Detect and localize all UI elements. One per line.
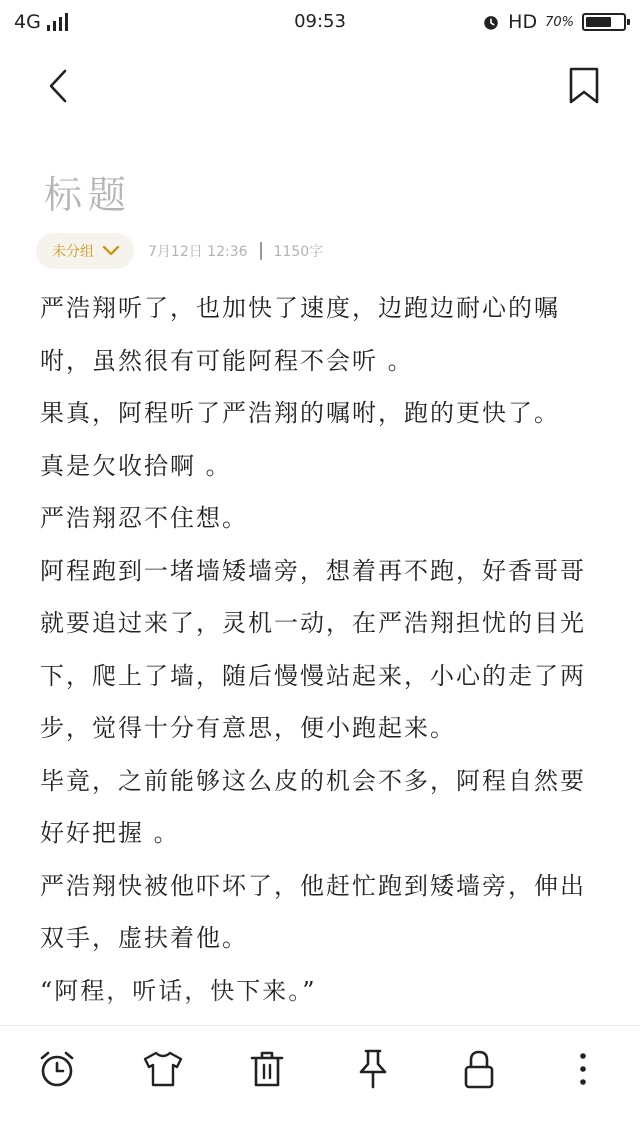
trash-icon bbox=[249, 1049, 285, 1089]
clock: 09:53 bbox=[294, 11, 346, 32]
bookmark-button[interactable] bbox=[564, 64, 604, 108]
chevron-down-icon bbox=[102, 245, 120, 257]
bookmark-icon bbox=[568, 67, 600, 105]
paragraph: 严浩翔忍不住想。 bbox=[40, 504, 248, 532]
status-bar bbox=[0, 0, 640, 44]
paragraph: 严浩翔听了，也加快了速度，边跑边耐心的嘱咐，虽然很有可能阿程不会听 。 bbox=[40, 294, 560, 375]
paragraph: 毕竟，之前能够这么皮的机会不多，阿程自然要好好把握 。 bbox=[40, 766, 586, 847]
bottom-toolbar bbox=[0, 1025, 640, 1139]
paragraph: “阿程，听话，快下来。” bbox=[40, 976, 317, 1005]
alarm-clock-icon bbox=[37, 1049, 77, 1089]
note-body[interactable] bbox=[40, 282, 606, 1022]
battery-icon bbox=[582, 13, 626, 31]
paragraph: 真是欠收拾啊 。 bbox=[40, 451, 232, 480]
group-label: 未分组 bbox=[52, 244, 94, 260]
shirt-icon bbox=[142, 1050, 184, 1088]
more-button[interactable] bbox=[560, 1046, 606, 1092]
note-meta bbox=[36, 232, 323, 270]
lock-button[interactable] bbox=[456, 1046, 502, 1092]
paragraph: 果真，阿程听了严浩翔的嘱咐，跑的更快了。 bbox=[40, 399, 560, 427]
word-count: 1150字 bbox=[273, 244, 324, 260]
pin-button[interactable] bbox=[350, 1046, 396, 1092]
group-selector[interactable] bbox=[36, 233, 134, 269]
chevron-left-icon bbox=[46, 68, 70, 104]
theme-button[interactable] bbox=[140, 1046, 186, 1092]
note-date: 7月12日 12:36 bbox=[148, 244, 248, 260]
note-title[interactable]: 标题 bbox=[44, 173, 133, 217]
more-vertical-icon bbox=[577, 1051, 589, 1087]
paragraph: 严浩翔快被他吓坏了，他赶忙跑到矮墙旁，伸出双手，虚扶着他。 bbox=[40, 871, 586, 952]
battery-percent: 70% bbox=[545, 14, 574, 30]
hd-badge: HD bbox=[508, 11, 538, 33]
network-type: 4G bbox=[14, 11, 41, 33]
lock-icon bbox=[462, 1048, 496, 1090]
reminder-button[interactable] bbox=[34, 1046, 80, 1092]
delete-button[interactable] bbox=[244, 1046, 290, 1092]
pin-icon bbox=[356, 1048, 390, 1090]
meta-divider bbox=[260, 242, 262, 260]
back-button[interactable] bbox=[38, 64, 78, 108]
paragraph: 阿程跑到一堵墙矮墙旁，想着再不跑，好香哥哥就要追过来了，灵机一动，在严浩翔担忧的目光下，爬上了墙，随后慢慢站起来，小心的走了两步，觉得十分有意思，便小跑起来。 bbox=[40, 556, 586, 742]
